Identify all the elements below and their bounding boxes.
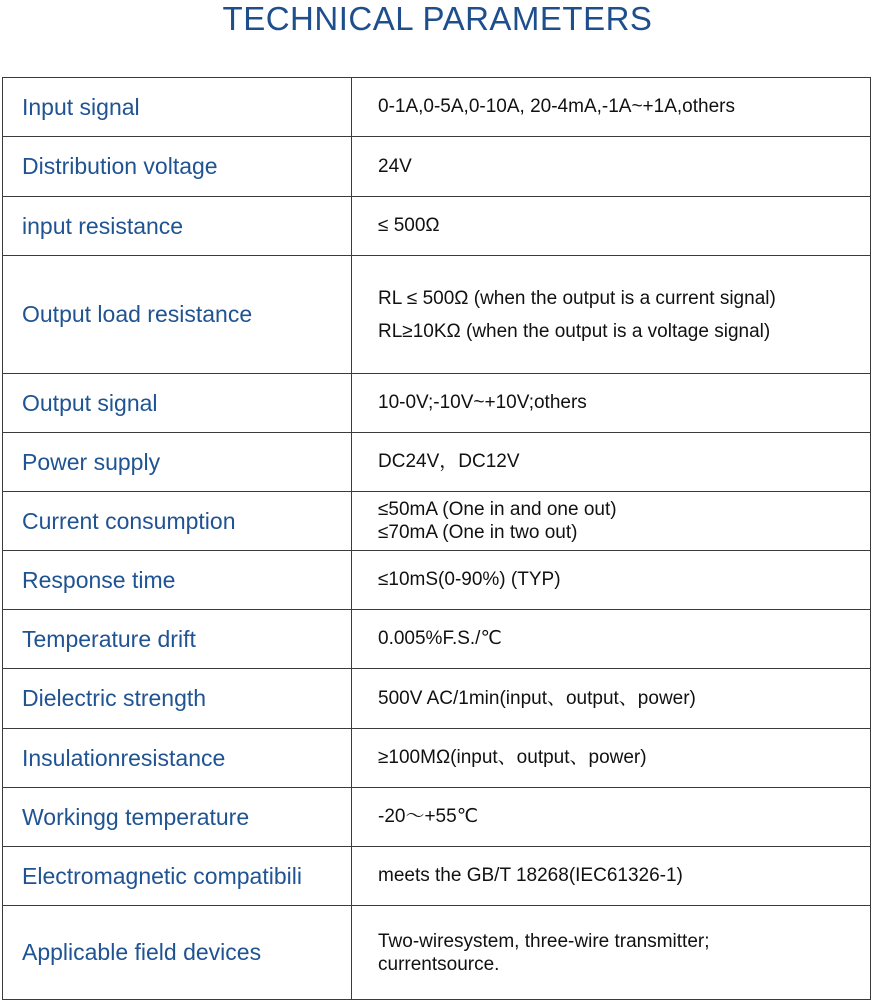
parameter-value [352, 906, 871, 1000]
parameter-label: Output signal [3, 374, 352, 433]
table-row [3, 78, 871, 137]
parameter-value [352, 847, 871, 906]
parameter-value [352, 374, 871, 433]
parameter-value [352, 197, 871, 256]
parameter-label: Current consumption [3, 492, 352, 551]
value-line: Two-wiresystem, three-wire transmitter; [378, 930, 710, 952]
parameter-value [352, 78, 871, 137]
parameter-label: Distribution voltage [3, 137, 352, 197]
page-title: TECHNICAL PARAMETERS [222, 0, 653, 37]
table-row [3, 788, 871, 847]
table-row [3, 729, 871, 788]
table-row [3, 433, 871, 492]
table-row [3, 551, 871, 610]
parameter-label: Electromagnetic compatibili [3, 847, 352, 906]
value-line: ≤50mA (One in and one out) [378, 499, 617, 520]
parameter-label: Input signal [3, 78, 352, 137]
table-row [3, 669, 871, 729]
table-row [3, 137, 871, 197]
parameter-value [352, 669, 871, 729]
value-line: -20～+55℃ [378, 806, 479, 827]
parameter-label: Power supply [3, 433, 352, 492]
table-row [3, 256, 871, 374]
value-line: ≤ 500Ω [378, 215, 440, 236]
parameter-value [352, 551, 871, 610]
parameter-label: input resistance [3, 197, 352, 256]
parameter-value [352, 788, 871, 847]
value-line: 0.005%F.S./℃ [378, 628, 502, 649]
value-line: RL ≤ 500Ω (when the output is a current signal) [378, 287, 776, 309]
value-line: 24V [378, 155, 412, 177]
value-line: ≤10mS(0-90%) (TYP) [378, 569, 561, 590]
table-row [3, 610, 871, 669]
parameter-label: Temperature drift [3, 610, 352, 669]
parameter-label: Applicable field devices [3, 906, 352, 1000]
parameter-value [352, 610, 871, 669]
parameter-label: Workingg temperature [3, 788, 352, 847]
table-row [3, 847, 871, 906]
value-line: 500V AC/1min(input、output、power) [378, 687, 696, 709]
parameter-label: Insulationresistance [3, 729, 352, 788]
value-line: ≥100MΩ(input、output、power) [378, 747, 647, 768]
value-line: ≤70mA (One in two out) [378, 522, 578, 543]
value-line: meets the GB/T 18268(IEC61326-1) [378, 865, 683, 886]
value-line: 0-1A,0-5A,0-10A, 20-4mA,-1A~+1A,others [378, 96, 735, 117]
parameter-label: Response time [3, 551, 352, 610]
table-row [3, 906, 871, 1000]
parameter-value [352, 492, 871, 551]
value-line: RL≥10KΩ (when the output is a voltage signal) [378, 320, 771, 342]
table-row [3, 492, 871, 551]
value-line: 10-0V;-10V~+10V;others [378, 392, 587, 413]
table-row [3, 197, 871, 256]
value-line: DC24V，DC12V [378, 451, 520, 472]
table-row [3, 374, 871, 433]
parameter-value [352, 256, 871, 374]
parameter-label: Output load resistance [3, 256, 352, 374]
technical-parameters-table [2, 77, 871, 1000]
parameter-value [352, 137, 871, 197]
parameter-value [352, 433, 871, 492]
parameter-label: Dielectric strength [3, 669, 352, 729]
parameter-value [352, 729, 871, 788]
value-line: currentsource. [378, 953, 500, 975]
